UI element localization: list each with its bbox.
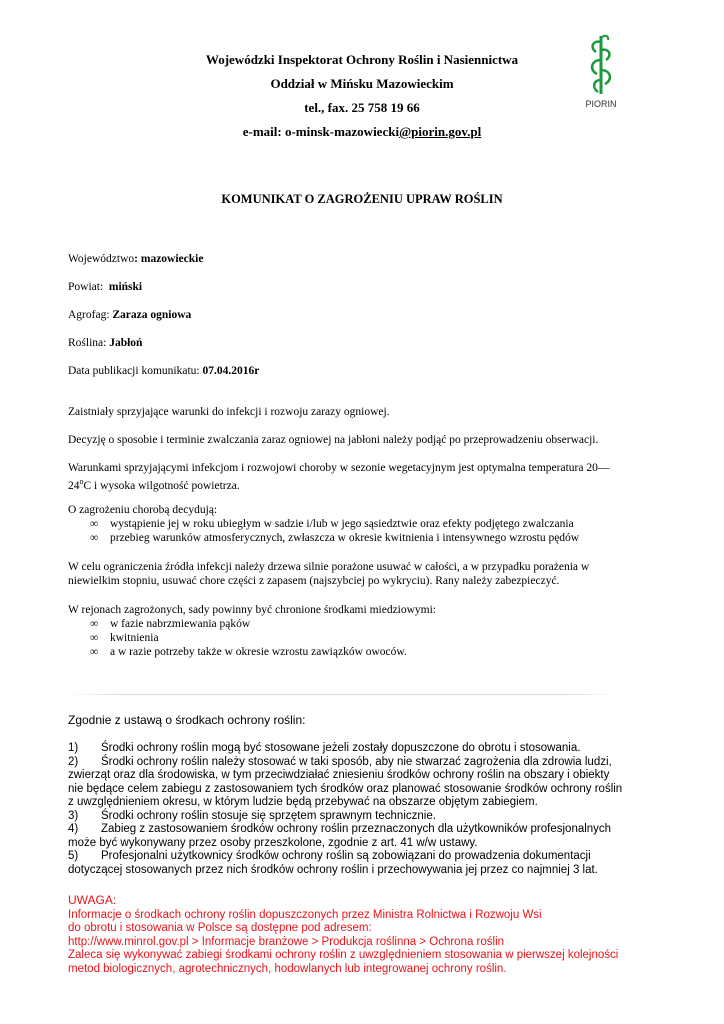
paragraph-2: Decyzję o sposobie i terminie zwalczania zaraz ogniowej na jabłoni należy podjąć po przeprowadzeniu obserwacji. bbox=[68, 434, 599, 446]
warning-line: Informacje o środkach ochrony roślin dopuszczonych przez Ministra Rolnictwa i Rozwoju Wsi bbox=[68, 908, 542, 921]
list-item-text: a w razie potrzeby także w okresie wzrostu zawiązków owoców. bbox=[110, 646, 407, 658]
warning-block bbox=[68, 894, 668, 976]
law-item-number: 3) bbox=[68, 809, 79, 822]
law-item-text: Środki ochrony roślin mogą być stosowane jeżeli zostały dopuszczone do obrotu i stosowania. bbox=[101, 742, 581, 754]
field-value: Zaraza ogniowa bbox=[112, 309, 192, 321]
field-value: miński bbox=[108, 281, 143, 293]
degree-sup: o bbox=[79, 477, 84, 486]
law-item-4 bbox=[68, 823, 668, 837]
header-line-1: Wojewódzki Inspektorat Ochrony Roślin i Nasiennictwa bbox=[205, 52, 519, 67]
warning-line: do obrotu i stosowania w Polsce są dostępne pod adresem: bbox=[68, 922, 372, 934]
section-divider bbox=[68, 694, 616, 695]
paragraph-6: W rejonach zagrożonych, sady powinny być chronione środkami miedziowymi: bbox=[68, 604, 437, 616]
field-label: Data publikacji komunikatu: bbox=[68, 365, 200, 377]
list-item-text: wystąpienie jej w roku ubiegłym w sadzie i/lub w jego sąsiedztwie oraz efekty podjętego zwalczania bbox=[110, 518, 574, 530]
list-item bbox=[90, 631, 159, 645]
warning-line: metod biologicznych, agrotechnicznych, hodowlanych lub integrowanej ochrony roślin. bbox=[68, 962, 507, 975]
paragraph-4: O zagrożeniu chorobą decydują: bbox=[68, 504, 218, 516]
warning-link[interactable]: http://www.minrol.gov.pl > Informacje branżowe > Produkcja roślinna > Ochrona roślin bbox=[68, 935, 505, 948]
field-value: 07.04.2016r bbox=[202, 365, 260, 377]
field-label: Roślina: bbox=[68, 337, 107, 349]
field-wojewodztwo bbox=[68, 252, 203, 266]
infinity-bullet-icon: ∞ bbox=[90, 532, 99, 544]
law-item-2 bbox=[68, 756, 668, 770]
field-data-publikacji bbox=[68, 364, 259, 378]
page-title: KOMUNIKAT O ZAGROŻENIU UPRAW ROŚLIN bbox=[221, 192, 503, 206]
header-email bbox=[150, 124, 574, 140]
law-item-text: Środki ochrony roślin należy stosować w taki sposób, aby nie stwarzać zagrożenia dla zdrowia ludzi, bbox=[101, 755, 612, 768]
law-item-text: Środki ochrony roślin stosuje się sprzętem sprawnym technicznie. bbox=[101, 809, 436, 822]
warning-heading: UWAGA: bbox=[68, 893, 117, 907]
field-value: : mazowieckie bbox=[134, 253, 204, 265]
field-label: Agrofag: bbox=[68, 309, 110, 321]
law-list bbox=[68, 742, 668, 877]
law-item-continuation: dotyczącej stosowanych przez nich środków ochrony roślin i przechowywania jej przez co najmniej 3 lat. bbox=[68, 863, 598, 876]
email-prefix: e-mail: o-minsk-mazowiecki bbox=[242, 124, 400, 139]
list-item bbox=[90, 517, 574, 531]
infinity-bullet-icon: ∞ bbox=[90, 518, 99, 530]
field-roslina bbox=[68, 336, 142, 350]
law-item-number: 5) bbox=[68, 850, 79, 862]
paragraph-5b: niewielkim stopniu, usuwać chore części z zapasem (najszybciej po wykryciu). Rany należy zabezpieczyć. bbox=[68, 575, 560, 587]
infinity-bullet-icon: ∞ bbox=[90, 618, 99, 630]
law-item-3 bbox=[68, 810, 668, 824]
law-item-number: 1) bbox=[68, 742, 79, 754]
law-intro: Zgodnie z ustawą o środkach ochrony roślin: bbox=[68, 713, 306, 727]
law-item-5 bbox=[68, 850, 668, 864]
field-label: Powiat: bbox=[68, 281, 104, 293]
logo-text: PIORIN bbox=[585, 99, 617, 109]
law-item-continuation: może być wykonywany przez osoby przeszkolone, zgodnie z art. 41 w/w ustawy. bbox=[68, 836, 478, 849]
header-phone: tel., fax. 25 758 19 66 bbox=[304, 100, 420, 115]
field-label: Województwo bbox=[68, 253, 135, 265]
plant-icon bbox=[578, 32, 624, 96]
paragraph-3b bbox=[68, 475, 628, 493]
paragraph-1: Zaistniały sprzyjające warunki do infekcji i rozwoju zarazy ogniowej. bbox=[68, 406, 390, 418]
field-agrofag bbox=[68, 308, 191, 322]
law-item-continuation: zwierząt oraz dla środowiska, w tym przeciwdziałać zniesieniu środków ochrony roślin na obszary i obiekty bbox=[68, 769, 610, 781]
law-item-continuation: z uwzględnieniem okresu, w którym ludzie będą przebywać na obszarze objętym zabiegiem. bbox=[68, 796, 538, 808]
header-line-2: Oddział w Mińsku Mazowieckim bbox=[270, 76, 454, 91]
list-item-text: w fazie nabrzmiewania pąków bbox=[110, 618, 251, 630]
list-item-text: przebieg warunków atmosferycznych, zwłaszcza w okresie kwitnienia i intensywnego wzrostu pędów bbox=[110, 532, 580, 544]
temp-rest: C i wysoka wilgotność powietrza. bbox=[83, 479, 240, 492]
list-item bbox=[90, 617, 250, 631]
field-powiat bbox=[68, 280, 142, 294]
law-item-number: 2) bbox=[68, 755, 79, 768]
infinity-bullet-icon: ∞ bbox=[90, 646, 99, 658]
law-item-1 bbox=[68, 742, 668, 756]
law-item-text: Zabieg z zastosowaniem środków ochrony roślin przeznaczonych dla użytkowników profesjonalnych bbox=[101, 823, 612, 835]
paragraph-3a: Warunkami sprzyjającymi infekcjom i rozwojowi choroby w sezonie wegetacyjnym jest optymalna temperatura 20— bbox=[68, 462, 610, 474]
list-item-text: kwitnienia bbox=[110, 632, 159, 644]
law-item-number: 4) bbox=[68, 823, 79, 835]
law-item-text: Profesjonalni użytkownicy środków ochrony roślin są zobowiązani do prowadzenia dokumentacji bbox=[101, 850, 591, 862]
paragraph-5a: W celu ograniczenia źródła infekcji należy drzewa silnie porażone usuwać w całości, a w przypadku porażenia w bbox=[68, 561, 590, 573]
piorin-logo bbox=[578, 32, 624, 108]
infinity-bullet-icon: ∞ bbox=[90, 632, 99, 644]
warning-line: Zaleca się wykonywać zabiegi środkami ochrony roślin z uwzględnieniem stosowania w pierwszej kolejności bbox=[68, 949, 619, 961]
law-item-continuation: nie będące celem zabiegu z zastosowaniem tych środków oraz planować stosowanie środków ochrony roślin bbox=[68, 782, 623, 795]
list-item bbox=[90, 531, 579, 545]
temp-value: 24 bbox=[68, 479, 80, 492]
field-value: Jabłoń bbox=[109, 337, 143, 349]
list-item bbox=[90, 645, 407, 659]
email-link[interactable]: @piorin.gov.pl bbox=[399, 124, 482, 139]
